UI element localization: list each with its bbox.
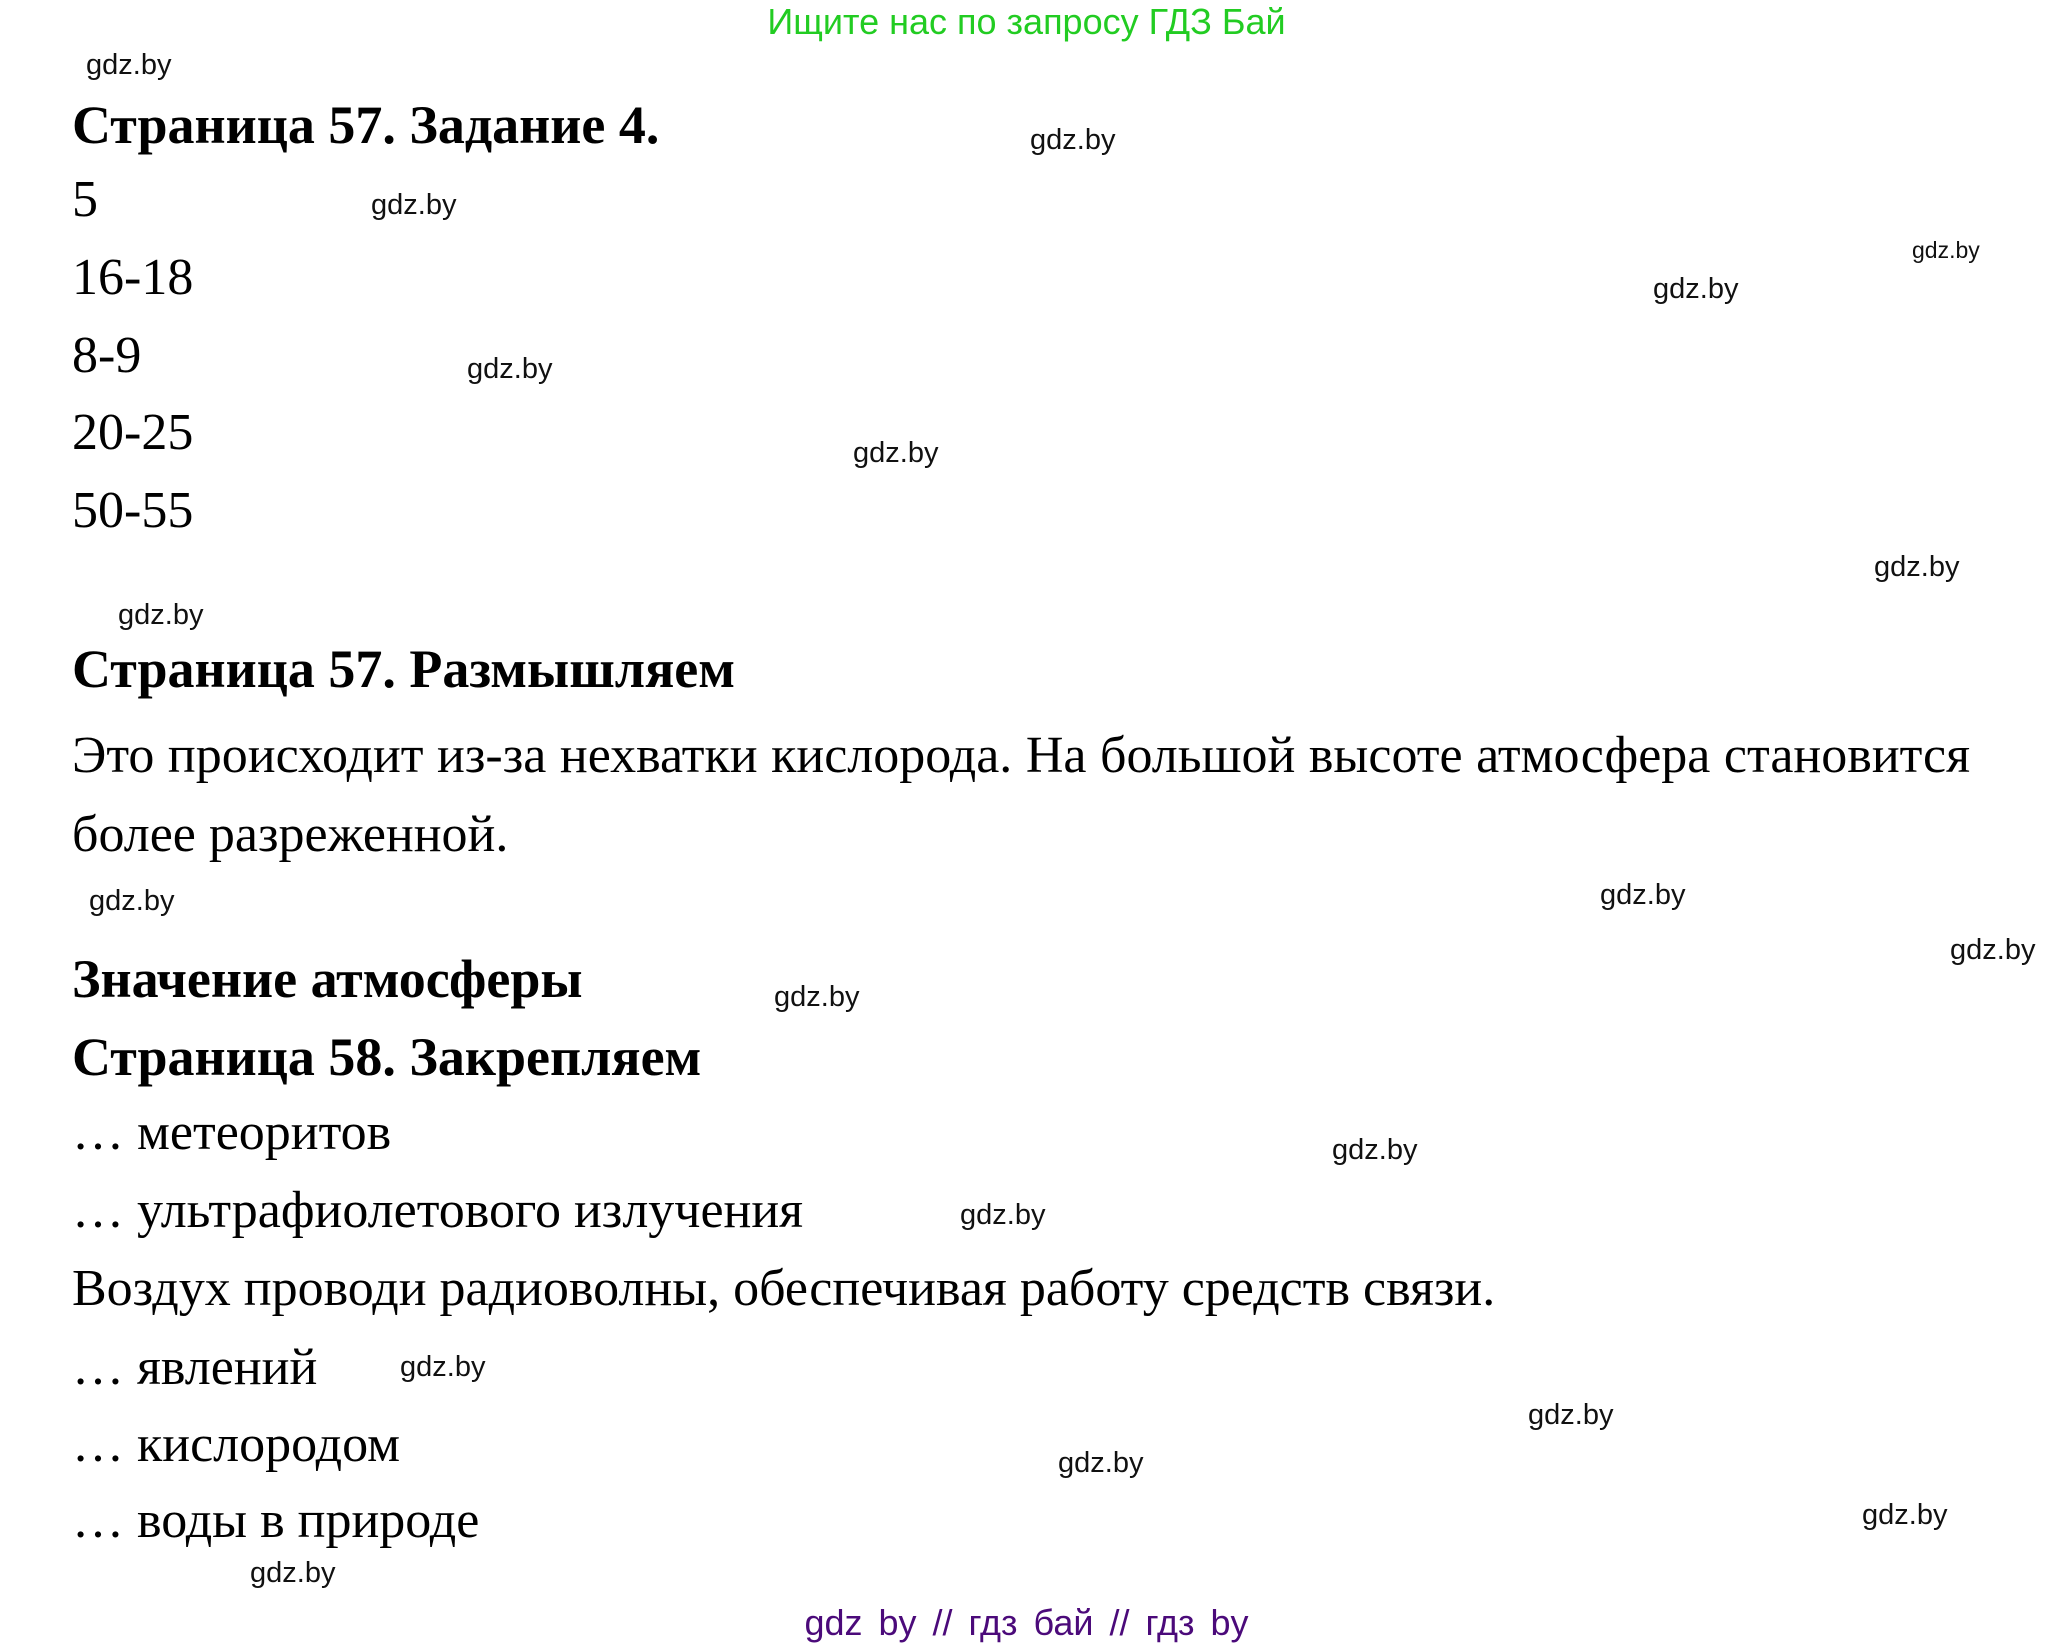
watermark: gdz.by <box>1030 124 1116 156</box>
watermark: gdz.by <box>960 1199 1046 1231</box>
watermark: gdz.by <box>118 599 204 631</box>
heading-atmosphere-meaning: Значение атмосферы <box>72 949 583 1009</box>
answer-line: … ультрафиолетового излучения <box>72 1182 804 1239</box>
answer-line: … явлений <box>72 1339 318 1396</box>
watermark: gdz.by <box>371 189 457 221</box>
reflect-paragraph: Это происходит из-за нехватки кислорода. На большой высоте атмосфера становится более разреженной. <box>72 727 1970 863</box>
answer-line: 5 <box>72 171 98 228</box>
watermark: gdz.by <box>467 353 553 385</box>
watermark: gdz.by <box>400 1351 486 1383</box>
watermark: gdz.by <box>250 1557 336 1589</box>
answer-line: Воздух проводи радиоволны, обеспечивая работу средств связи. <box>72 1260 1496 1317</box>
watermark: gdz.by <box>1528 1399 1614 1431</box>
watermark: gdz.by <box>853 437 939 469</box>
watermark: gdz.by <box>1058 1447 1144 1479</box>
watermark: gdz.by <box>1332 1134 1418 1166</box>
watermark: gdz.by <box>1600 879 1686 911</box>
watermark: gdz.by <box>86 49 172 81</box>
answer-line: … кислородом <box>72 1416 400 1473</box>
heading-reflect: Страница 57. Размышляем <box>72 639 736 699</box>
footer-links: gdz by // гдз бай // гдз by <box>804 1602 1249 1643</box>
watermark: gdz.by <box>89 885 175 917</box>
search-banner: Ищите нас по запросу ГДЗ Бай <box>767 1 1286 42</box>
answer-line: … воды в природе <box>72 1492 480 1549</box>
answer-line: 50-55 <box>72 482 194 539</box>
answer-line: 8-9 <box>72 327 142 384</box>
answer-line: 16-18 <box>72 249 194 306</box>
heading-task4: Страница 57. Задание 4. <box>72 95 660 155</box>
watermark: gdz.by <box>1874 551 1960 583</box>
watermark: gdz.by <box>1950 934 2036 966</box>
heading-consolidate: Страница 58. Закрепляем <box>72 1027 702 1087</box>
watermark: gdz.by <box>1912 237 1980 263</box>
watermark: gdz.by <box>1862 1499 1948 1531</box>
answer-line: … метеоритов <box>72 1104 392 1161</box>
watermark: gdz.by <box>1653 273 1739 305</box>
watermark: gdz.by <box>774 981 860 1013</box>
answer-line: 20-25 <box>72 404 194 461</box>
